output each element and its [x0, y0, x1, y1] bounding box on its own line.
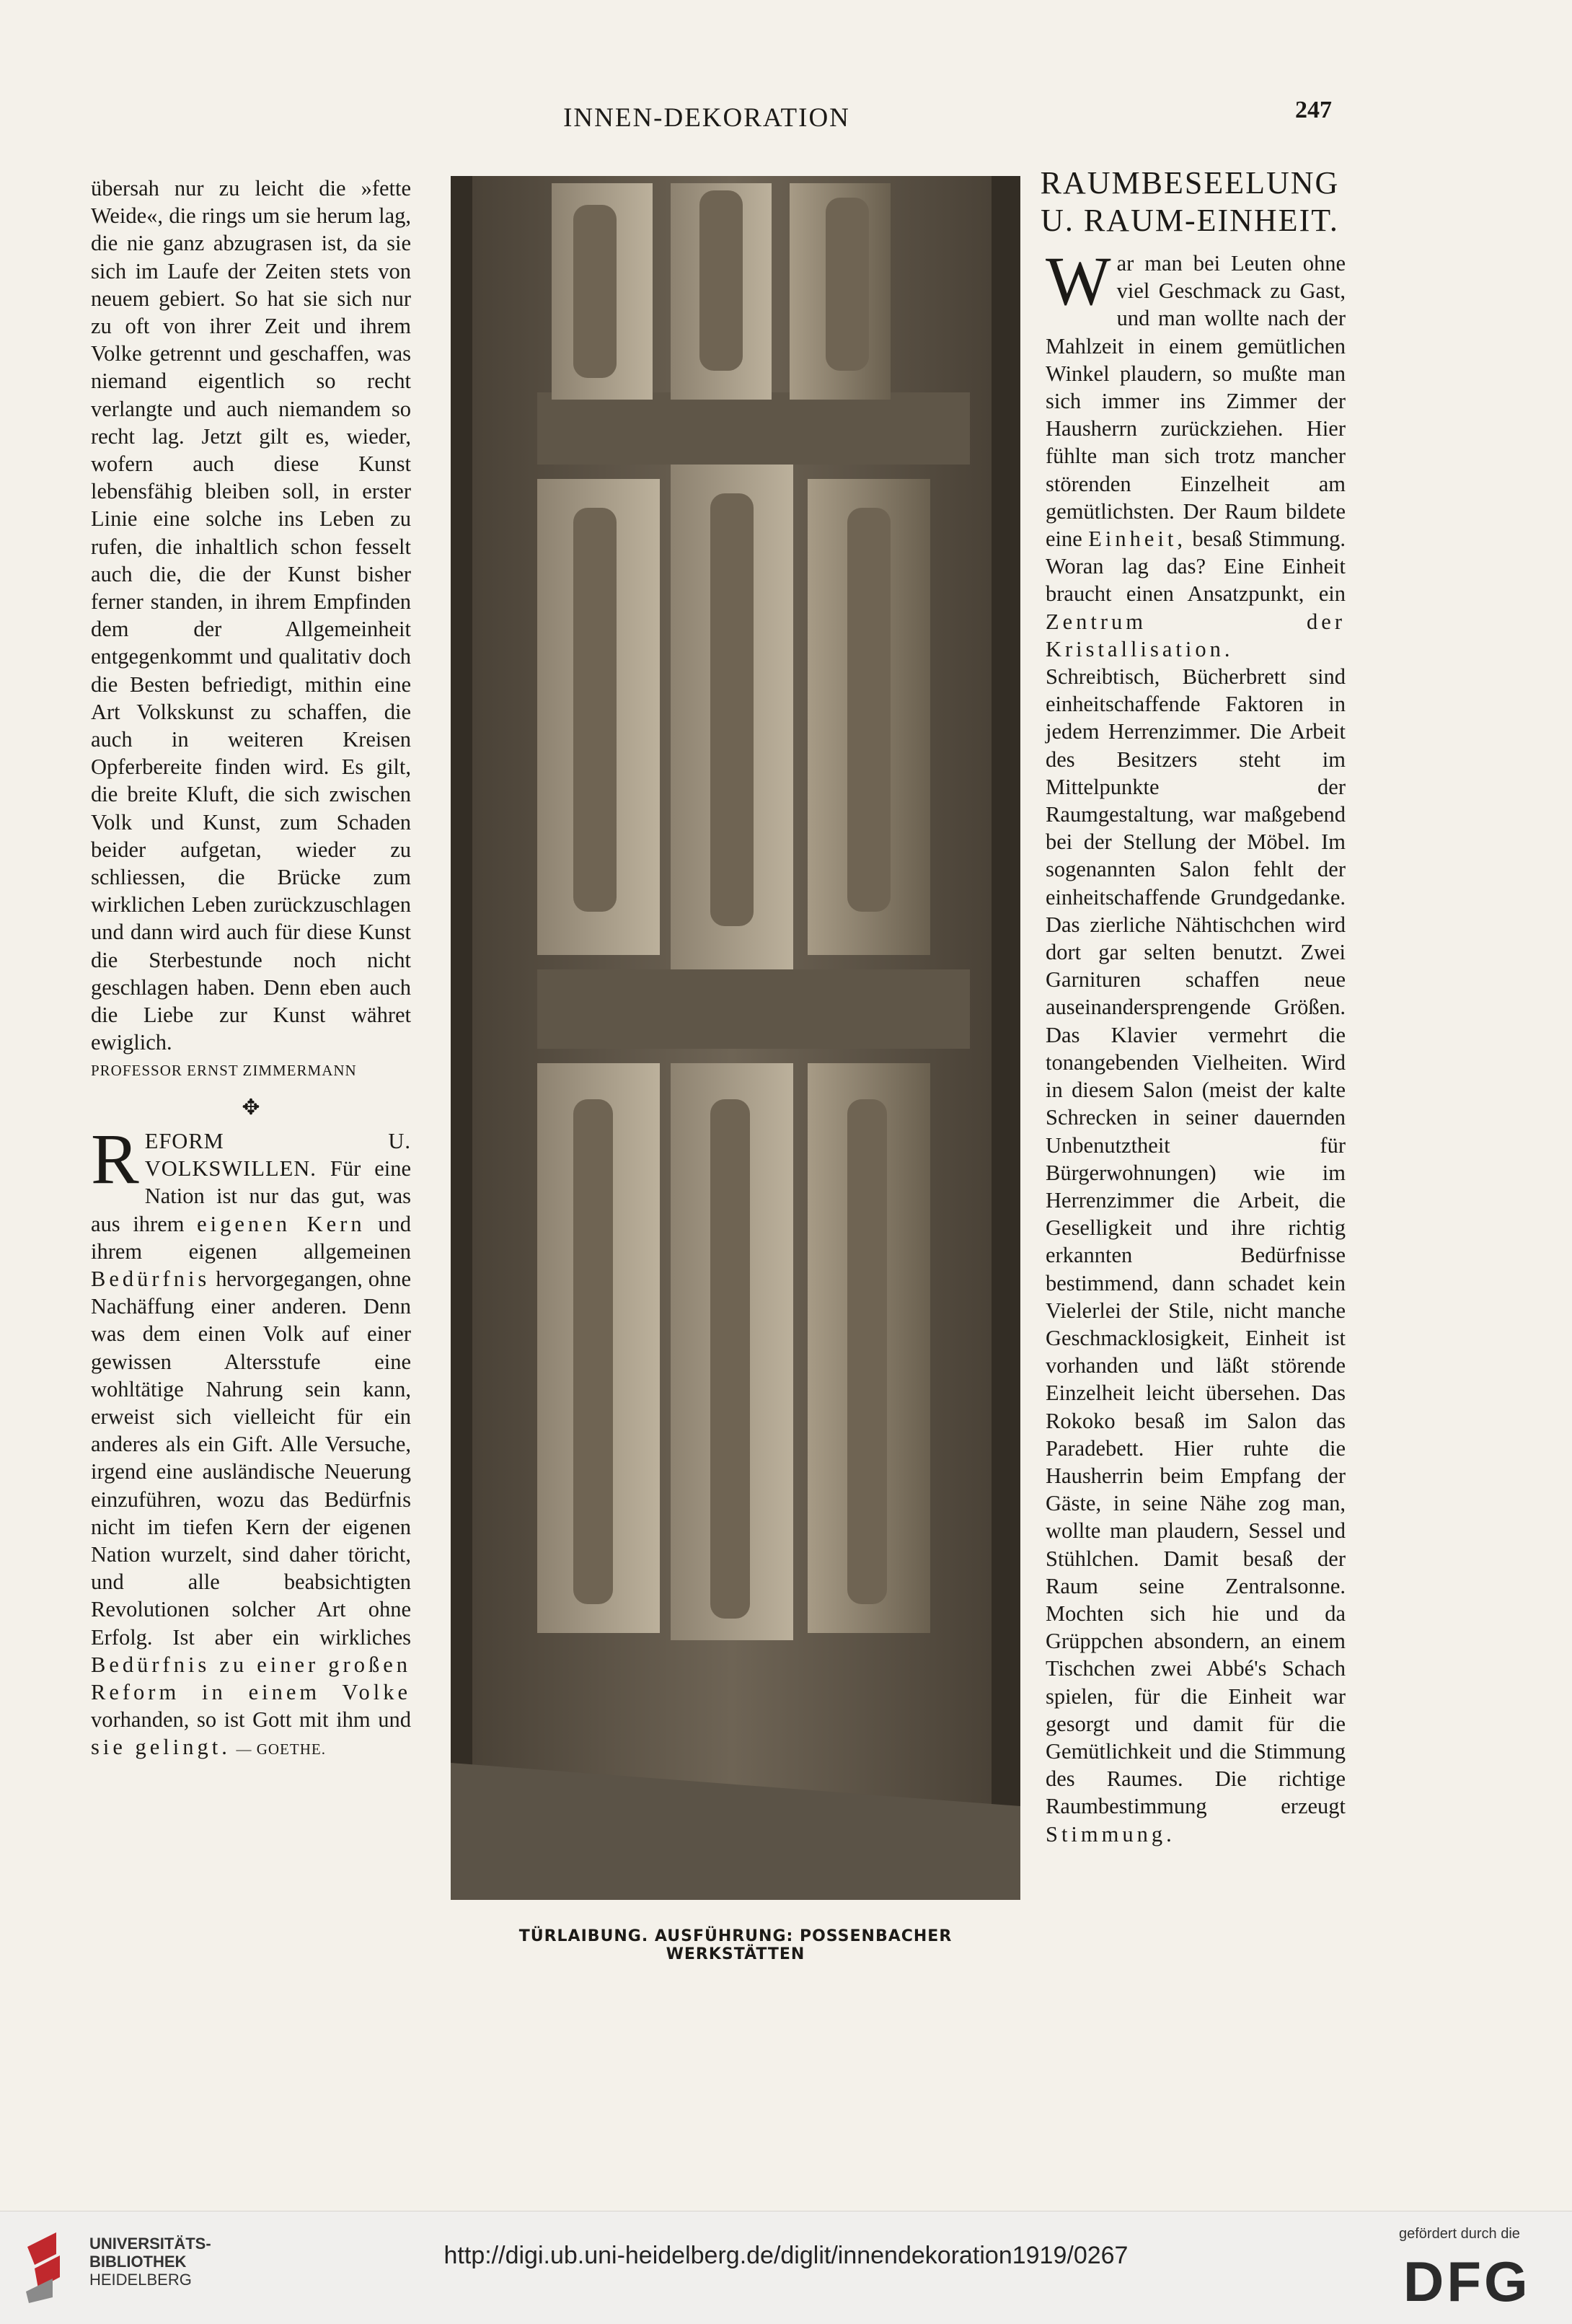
funder-label: gefördert durch die: [1399, 2226, 1520, 2242]
essay-paragraph: übersah nur zu leicht die »fette Weide«, die rings um sie herum lag, die nie ganz abzugrasen ist, da sie sich im Laufe der Zeiten stets von neuem gebiert. So hat sie sich nur zu oft von ihrer Zeit und ihrem Volke getrennt und geschaffen, was niemand eigentlich so recht verlangte und auch niemandem so recht lag. Jetzt gilt es, wieder, wofern auch diese Kunst lebensfähig bleiben soll, in erster Linie eine solche ins Leben zu rufen, die inhaltlich schon fesselt auch die, die der Kunst bisher ferner standen, in ihrem Empfinden dem der Allgemeinheit entgegenkommt und qualitativ doch die Besten befriedigt, mithin eine Art Volkskunst zu schaffen, die auch in weiteren Kreisen Opferbereite finden wird. Es gilt, die breite Kluft, die sich zwischen Volk und Kunst, zum Schaden beider aufgetan, wieder zu schliessen, die Brücke zum wirklichen Leben zurückzuschlagen und dann wird auch für diese Kunst die Sterbestunde noch nicht geschlagen haben. Denn eben auch die Liebe zur Kunst währet ewiglich.: [91, 176, 411, 1055]
text-segment: hervorgegangen, ohne Nachäffung einer anderen. Denn was dem einen Volk auf einer gewissen Altersstufe eine wohltätige Nahrung sein kann, erweist sich vielleicht für ein anderes als ein Gift. Alle Versuche, irgend eine ausländische Neuerung einzuführen, wozu das Bedürfnis nicht im tiefen Kern der eigenen Nation wurzelt, sind daher töricht, und alle beabsichtigten Revolutionen solcher Art ohne Erfolg. Ist aber ein wirkliches: [91, 1266, 411, 1650]
text-segment: vorhanden, so ist Gott mit ihm und: [91, 1707, 411, 1733]
title-line-1: RAUMBESEELUNG: [1040, 165, 1340, 201]
text-segment: ar man bei Leuten ohne viel Geschmack zu Gast, und man wollte nach der Mahlzeit in einem gemütlichen Winkel plaudern, so mußte man sich immer ins Zimmer der Hausherrn zurückziehen. Hier fühlte man sich trotz mancher störenden Einzelheit am gemütlichsten. Der Raum bildete eine: [1046, 251, 1346, 552]
right-column: [1046, 242, 1346, 1848]
ornament-icon: ✥: [242, 1095, 260, 1119]
goethe-signature: — GOETHE.: [236, 1740, 326, 1759]
spaced-emphasis: Einheit,: [1088, 527, 1186, 552]
section-reform-paragraph: [91, 1118, 412, 1764]
photo-caption: TÜRLAIBUNG. AUSFÜHRUNG: POSSENBACHER WERKSTÄTTEN: [518, 1927, 953, 1963]
spaced-emphasis: Bedürfnis zu einer großen Reform in einem Volke: [91, 1652, 411, 1704]
text-segment: Schreibtisch, Bücherbrett sind einheitschaffende Faktoren in jedem Herrenzimmer. Die Arbeit des Besitzers steht im Mittelpunkte der Raumgestaltung, war maßgebend bei der Stellung der Möbel. Im sogenannten Salon fehlt der einheitschaffende Grundgedanke. Das zierliche Nähtischchen wird dort gar selten benutzt. Zwei Garnituren schaffen neue auseinandersprengende Größen. Das Klavier vermehrt die tonangebenden Vielheiten. Wird in diesem Salon (meist der kalte Schrecken in seiner dauernden Unbenutztheit für Bürgerwohnungen) wie im Herrenzimmer die Arbeit, die Geselligkeit und ihre richtig erkannten Bedürfnisse bestimmend, dann schadet kein Vielerlei der Stile, nicht manche Geschmacklosigkeit, Einheit ist vorhanden und läßt störende Einzelheit leicht übersehen. Das Rokoko besaß im Salon das Paradebett. Hier ruhte die Hausherrin beim Empfang der Gäste, in seine Nähe zog man, wollte man plaudern, Sessel und Stühlchen. Damit besaß der Raum seine Zentralsonne. Mochten sich hie und da Grüppchen absondern, an einem Tischchen zwei Abbé's Schach spielen, für die Einheit war gesorgt und damit für die Gemütlichkeit und die Stimmung des Raumes. Die richtige Raumbestimmung erzeugt: [1046, 664, 1346, 1819]
essay-signature: PROFESSOR ERNST ZIMMERMANN: [91, 1061, 357, 1079]
carved-door-illustration: [451, 176, 1020, 1900]
uni-line-2: BIBLIOTHEK: [89, 2253, 187, 2271]
dropcap-r: R: [91, 1118, 139, 1199]
source-url-link[interactable]: http://digi.ub.uni-heidelberg.de/diglit/innendekoration1919/0267: [443, 2242, 1129, 2269]
left-column: [91, 175, 411, 1764]
spaced-emphasis: sie gelingt.: [91, 1735, 231, 1760]
article-paragraph: [1046, 242, 1346, 1848]
door-photograph: [451, 176, 1020, 1900]
page-number: 247: [1295, 97, 1332, 123]
spaced-emphasis: Stimmung.: [1046, 1821, 1175, 1847]
title-line-2: U. RAUM-EINHEIT.: [1041, 203, 1339, 238]
text-segment: und ihrem eigenen allgemeinen: [91, 1211, 411, 1264]
uni-line-1: UNIVERSITÄTS-: [89, 2235, 211, 2253]
university-library-name: [89, 2235, 211, 2289]
text-segment: besaß Stimmung. Woran lag das? Eine Einheit braucht einen Ansatzpunkt, ein: [1046, 527, 1346, 607]
dfg-logo-text: DFG: [1403, 2252, 1531, 2310]
article-title: [1031, 164, 1348, 239]
dropcap-w: W: [1046, 242, 1111, 320]
text-segment: Für eine Nation ist nur das gut, was aus ihrem: [91, 1156, 412, 1236]
running-head: INNEN-DEKORATION: [563, 103, 850, 133]
dfg-logo-icon: [1403, 2252, 1547, 2310]
university-library-logo-icon: [20, 2225, 78, 2305]
spaced-emphasis: Zentrum der Kristallisation.: [1046, 609, 1346, 661]
section-heading-reform: EFORM U. VOLKSWILLEN.: [144, 1128, 411, 1181]
spaced-emphasis: Bedürfnis: [91, 1266, 211, 1291]
spaced-emphasis: eigenen Kern: [197, 1211, 366, 1236]
uni-line-3: HEIDELBERG: [89, 2271, 192, 2289]
